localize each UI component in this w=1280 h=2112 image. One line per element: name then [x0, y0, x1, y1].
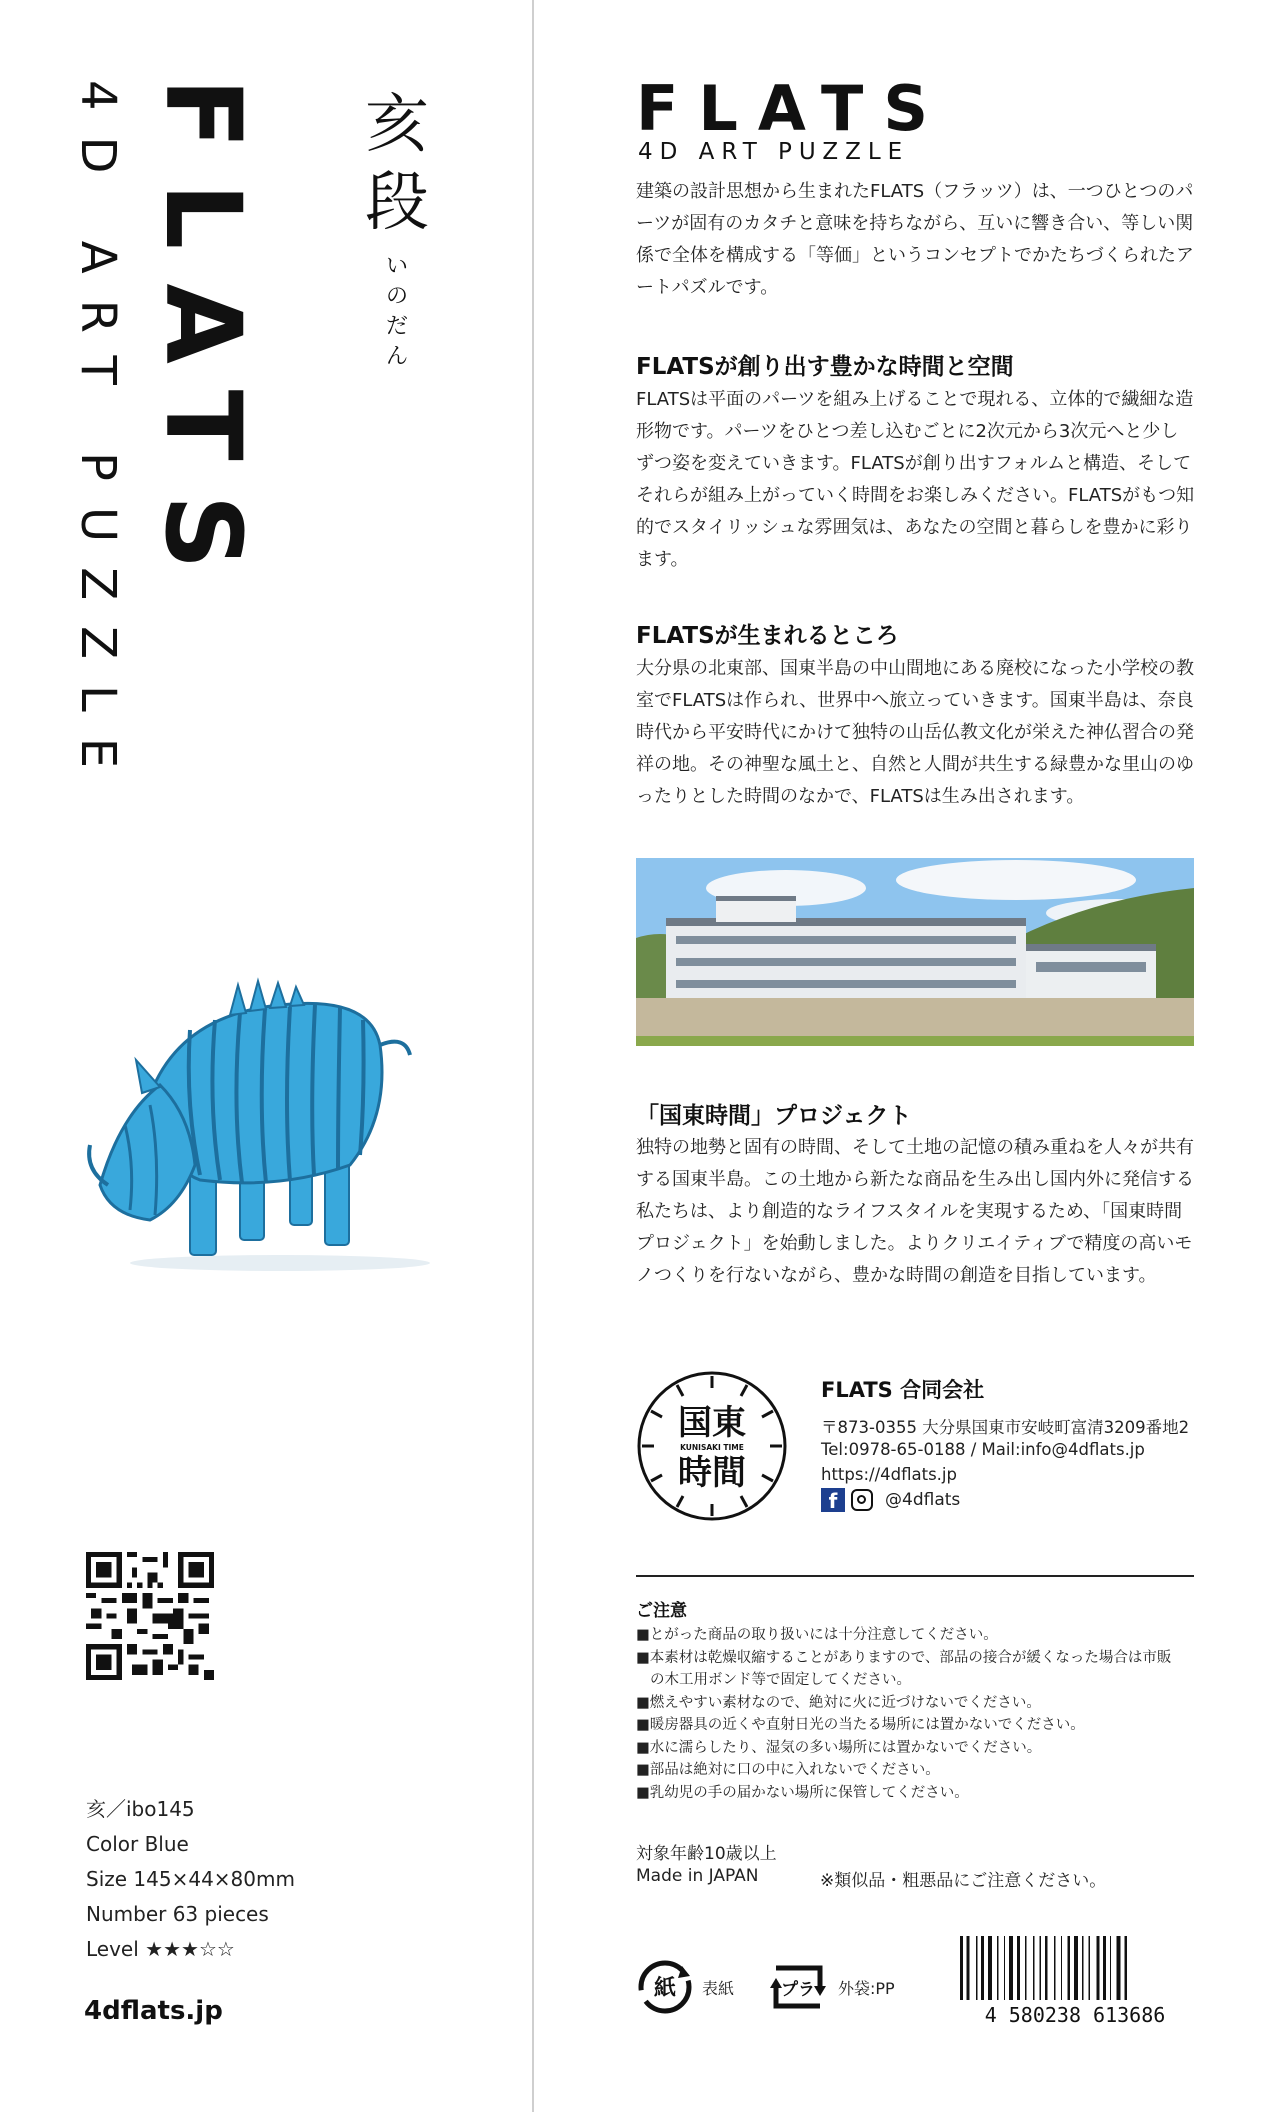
school-building-photo	[636, 858, 1194, 1046]
target-age: 対象年齢10歳以上	[636, 1844, 777, 1864]
intro-text: 建築の設計思想から生まれたFLATS（フラッツ）は、一つひとつのパーツが固有のカタチと意味を持ちながら、互いに響き合い、等しい関係で全体を構成する「等価」というコンセプトでかたちづくられたアートパズルです。	[636, 181, 1194, 298]
product-level	[86, 1932, 295, 1967]
section-body: 大分県の北東部、国東半島の中山間地にある廃校になった小学校の教室でFLATSは作られ、世界中へ旅立っていきます。国東半島は、奈良時代から平安時代にかけて独特の山岳仏教文化が栄えた神仏習合の発祥の地。その神聖な風土と、自然と人間が共生する緑豊かな里山のゆったりとした時間のなかで、FLATSは生み出されます。	[636, 658, 1194, 807]
flats-logo: FLATS	[636, 72, 948, 145]
plastic-recycle-mark-text: プラ	[781, 1980, 815, 2000]
section-body: 独特の地勢と固有の時間、そして土地の記憶の積み重ねを人々が共有する国東半島。この土地から新たな商品を生み出し国内外に発信する私たちは、より創造的なライフスタイルを実現するため、「国東時間プロジェクト」を始動しました。よりクリエイティブで精度の高いモノつくりを行ないながら、豊かな時間の創造を目指しています。	[636, 1137, 1194, 1286]
product-size: Size 145×44×80mm	[86, 1867, 295, 1891]
paper-recycle-mark-text: 紙	[653, 1976, 677, 2001]
company-name: FLATS 合同会社	[821, 1378, 985, 1402]
product-specs	[86, 1792, 295, 1967]
clock-logo-mid: KUNISAKI TIME	[680, 1443, 744, 1452]
boar-puzzle-image	[80, 975, 460, 1275]
notice-list	[636, 1624, 1202, 1804]
social-handle[interactable]: @4dflats	[885, 1490, 961, 1510]
notice-item: の木工用ボンド等で固定してください。	[650, 1672, 911, 1688]
counterfeit-caution: ※類似品・粗悪品にご注意ください。	[820, 1871, 1107, 1891]
barcode	[956, 1934, 1194, 2024]
plastic-recycle-mark	[766, 1958, 895, 2016]
notice-item: ■水に濡らしたり、湿気の多い場所には置かないでください。	[636, 1739, 1042, 1756]
plastic-recycle-icon	[766, 1958, 830, 2016]
website-link[interactable]: 4dflats.jp	[84, 1996, 223, 2026]
product-name-kanji: 亥段	[365, 88, 429, 240]
paper-recycle-mark	[636, 1958, 734, 2016]
notice-title: ご注意	[636, 1601, 687, 1621]
clock-logo-line1: 国東	[678, 1403, 746, 1443]
notice-item: ■乳幼児の手の届かない場所に保管してください。	[636, 1784, 969, 1801]
notice-item: ■とがった商品の取り扱いには十分注意してください。	[636, 1627, 998, 1643]
qr-code[interactable]	[86, 1552, 214, 1680]
level-stars: ★★★☆☆	[145, 1937, 235, 1961]
section-divider	[636, 1575, 1194, 1577]
company-url[interactable]: https://4dflats.jp	[821, 1465, 957, 1484]
product-color: Color Blue	[86, 1832, 189, 1856]
company-info	[636, 1370, 1196, 1530]
product-name-kana: いのだん	[386, 254, 409, 369]
section-body: FLATSは平面のパーツを組み上げることで現れる、立体的で繊細な造形物です。パーツをひとつ差し込むごとに2次元から3次元へと少しずつ姿を変えていきます。FLATSが創り出すフォルムと構造、そしてそれらが組み上がっていく時間をお楽しみください。FLATSがもつ知的でスタイリッシュな雰囲気は、あなたの空間と暮らしを豊かに彩ります。	[636, 389, 1195, 570]
section-heading: FLATSが生まれるところ	[636, 623, 899, 649]
art-puzzle-vertical-text: 4D ART PUZZLE	[70, 80, 126, 795]
flats-vertical-logo: FLATS	[142, 78, 264, 604]
product-code: 亥／ibo145	[86, 1797, 195, 1821]
company-address: 〒873-0355 大分県国東市安岐町富清3209番地2	[821, 1418, 1190, 1437]
made-in: Made in JAPAN	[636, 1866, 759, 1886]
notice-item: ■本素材は乾燥収縮することがありますので、部品の接合が緩くなった場合は市販	[636, 1649, 1172, 1666]
notice-item: ■暖房器具の近くや直射日光の当たる場所には置かないでください。	[636, 1717, 1085, 1733]
notice-item: ■燃えやすい素材なので、絶対に火に近づけないでください。	[636, 1694, 1041, 1711]
plastic-recycle-label: 外袋:PP	[838, 1978, 895, 1998]
notice-item: ■部品は絶対に口の中に入れないでください。	[636, 1762, 940, 1778]
section-heading: FLATSが創り出す豊かな時間と空間	[636, 354, 1014, 380]
barcode-number: 4 580238 613686	[984, 2003, 1166, 2024]
level-label: Level	[86, 1937, 139, 1961]
paper-recycle-label: 表紙	[702, 1978, 735, 1998]
social-links	[821, 1488, 960, 1512]
clock-logo-line2: 時間	[678, 1453, 746, 1493]
paper-recycle-icon	[636, 1958, 694, 2016]
section-heading: 「国東時間」プロジェクト	[636, 1103, 912, 1129]
kunisaki-time-logo	[636, 1370, 788, 1522]
company-contact[interactable]: Tel:0978-65-0188 / Mail:info@4dflats.jp	[821, 1440, 1145, 1459]
product-pieces: Number 63 pieces	[86, 1902, 269, 1926]
facebook-icon[interactable]: f	[821, 1488, 845, 1512]
panel-divider	[532, 0, 534, 2112]
instagram-icon[interactable]	[851, 1489, 873, 1511]
art-puzzle-subtitle: 4D ART PUZZLE	[638, 139, 910, 165]
